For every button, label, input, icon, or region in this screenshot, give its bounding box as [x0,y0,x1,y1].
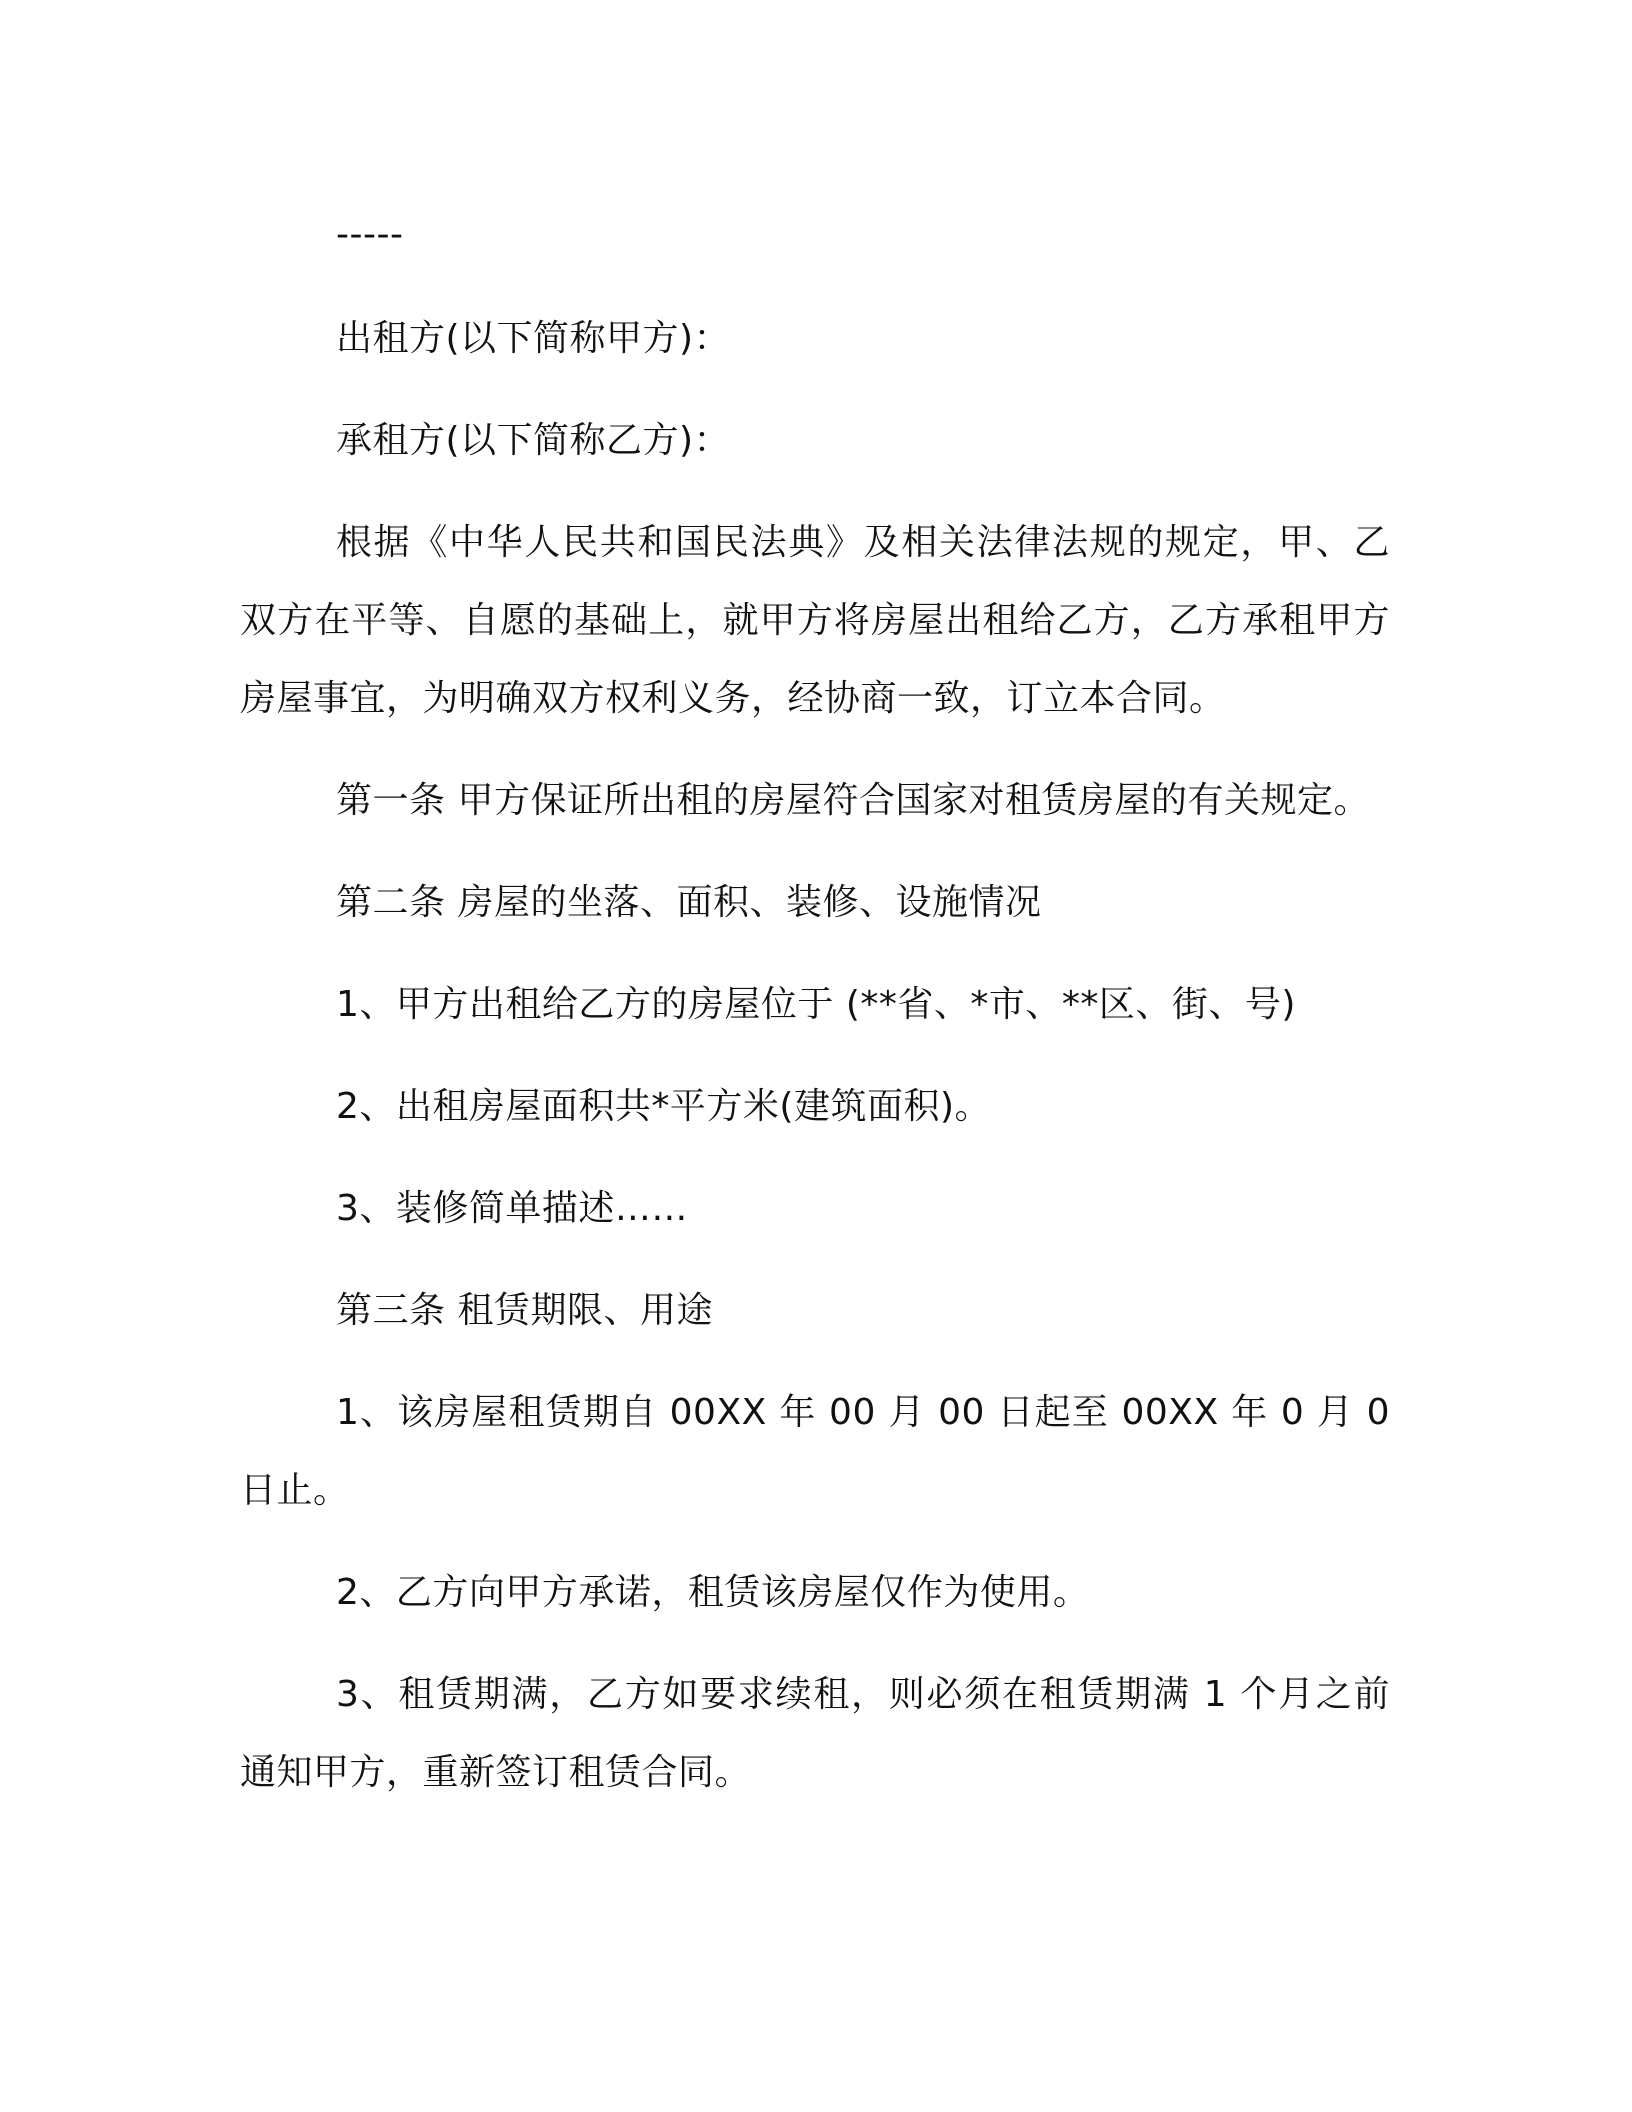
article-3-item-2: 2、乙方向甲方承诺，租赁该房屋仅作为使用。 [336,1572,1090,1613]
preamble-paragraph: 根据《中华人民共和国民法典》及相关法律法规的规定，甲、乙双方在平等、自愿的基础上，就甲方将房屋出租给乙方，乙方承租甲方房屋事宜，为明确双方权利义务，经协商一致，订立本合同。 [240,522,1390,719]
separator-line: ----- [336,214,404,255]
article-3-heading: 第三条 租赁期限、用途 [336,1290,713,1331]
article-3-item-3: 3、租赁期满，乙方如要求续租，则必须在租赁期满 1 个月之前通知甲方，重新签订租赁合同。 [240,1674,1390,1793]
article-2-item-2: 2、出租房屋面积共*平方米(建筑面积)。 [336,1086,991,1127]
lessor-line: 出租方(以下简称甲方)： [336,318,731,359]
article-2-item-3: 3、装修简单描述…… [336,1188,688,1229]
article-1: 第一条 甲方保证所出租的房屋符合国家对租赁房屋的有关规定。 [336,780,1370,821]
article-3-item-1: 1、该房屋租赁期自 00XX 年 00 月 00 日起至 00XX 年 0 月 0 日止。 [240,1392,1390,1511]
article-2-heading: 第二条 房屋的坐落、面积、装修、设施情况 [336,882,1042,923]
lessee-line: 承租方(以下简称乙方)： [336,420,731,461]
article-2-item-1: 1、甲方出租给乙方的房屋位于 (**省、*市、**区、街、号) [336,984,1296,1025]
document-body [240,196,1390,1836]
